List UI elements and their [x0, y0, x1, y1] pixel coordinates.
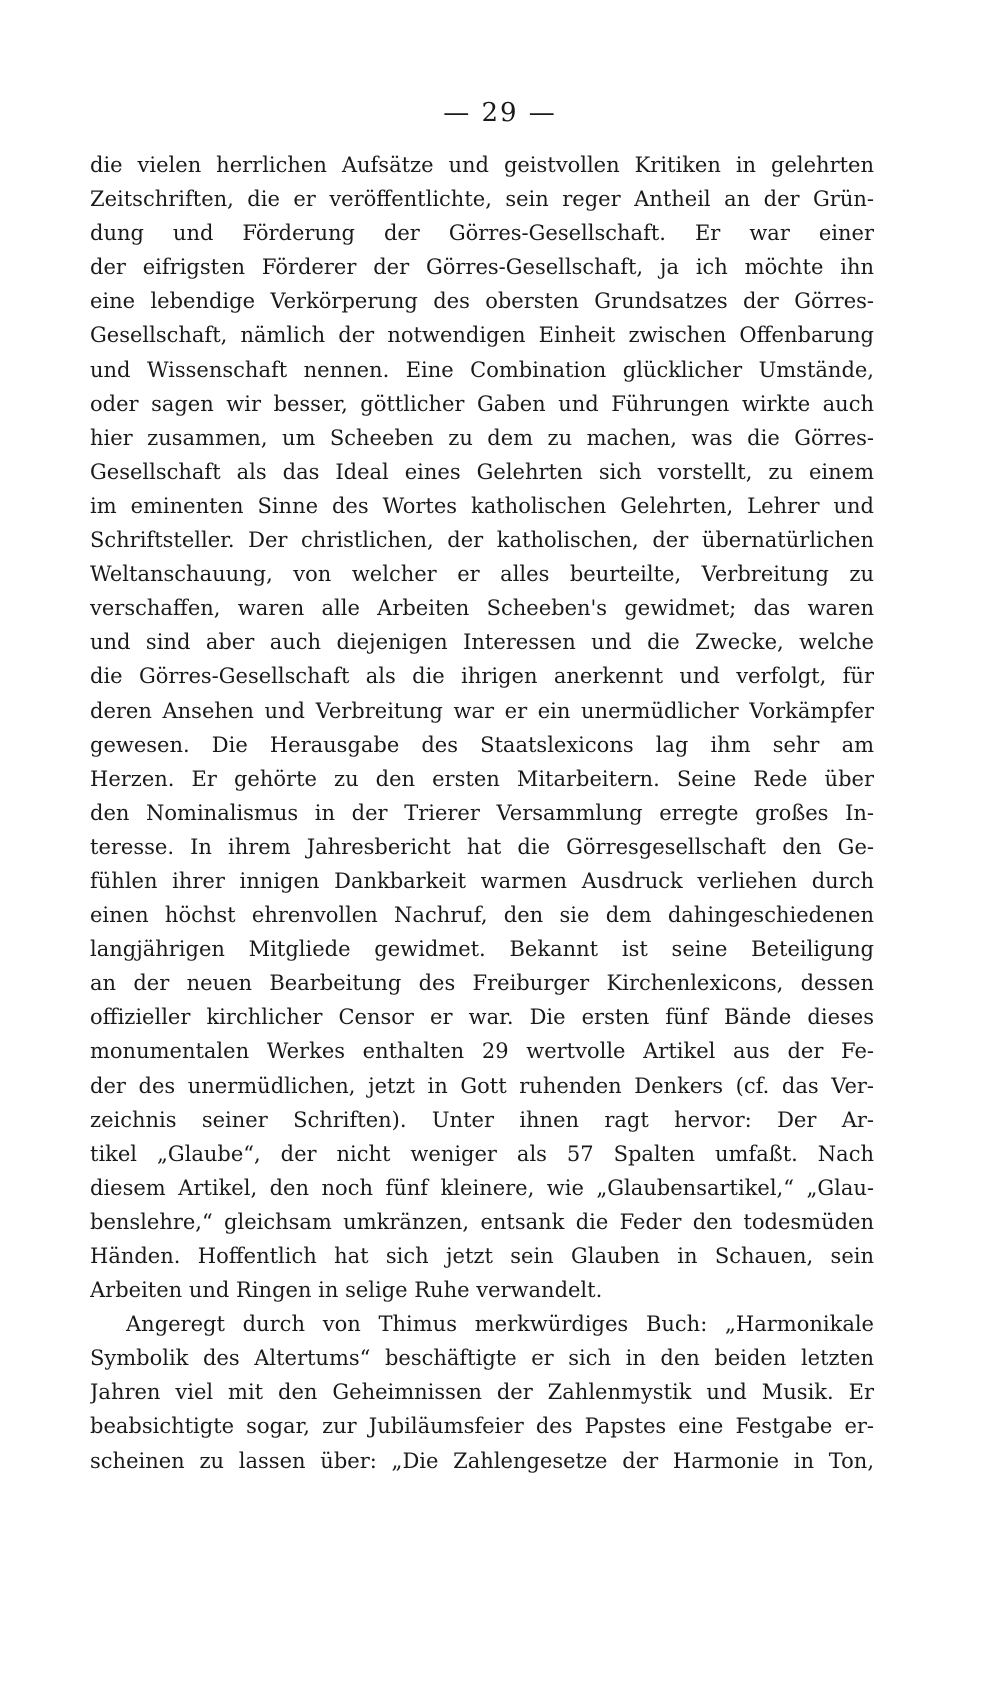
- text-line: der eifrigsten Förderer der Görres-Gesellschaft, ja ich möchte ihn: [90, 255, 874, 280]
- text-line: langjährigen Mitgliede gewidmet. Bekannt ist seine Beteiligung: [90, 937, 874, 962]
- text-line: teresse. In ihrem Jahresbericht hat die Görresgesellschaft den Ge-: [90, 834, 874, 859]
- paragraph-start-line: Angeregt durch von Thimus merkwürdiges Buch: „Harmonikale: [126, 1312, 874, 1337]
- text-line: und Wissenschaft nennen. Eine Combination glücklicher Umstände,: [90, 357, 874, 382]
- text-line: diesem Artikel, den noch fünf kleinere, wie „Glaubensartikel,“ „Glau-: [90, 1175, 874, 1200]
- text-line: monumentalen Werkes enthalten 29 wertvolle Artikel aus der Fe-: [90, 1039, 874, 1064]
- text-line: scheinen zu lassen über: „Die Zahlengesetze der Harmonie in Ton,: [90, 1448, 874, 1473]
- text-line: offizieller kirchlicher Censor er war. Die ersten fünf Bände dieses: [90, 1005, 874, 1030]
- body-text: [90, 148, 874, 1478]
- text-line: hier zusammen, um Scheeben zu dem zu machen, was die Görres-: [90, 425, 874, 450]
- text-line: fühlen ihrer innigen Dankbarkeit warmen Ausdruck verliehen durch: [90, 868, 874, 893]
- text-line: der des unermüdlichen, jetzt in Gott ruhenden Denkers (cf. das Ver-: [90, 1073, 874, 1098]
- text-line: Jahren viel mit den Geheimnissen der Zahlenmystik und Musik. Er: [90, 1380, 874, 1405]
- text-line: die vielen herrlichen Aufsätze und geistvollen Kritiken in gelehrten: [90, 153, 874, 177]
- text-line: die Görres-Gesellschaft als die ihrigen anerkennt und verfolgt, für: [90, 664, 874, 689]
- text-line: oder sagen wir besser, göttlicher Gaben und Führungen wirkte auch: [90, 391, 874, 416]
- text-line: eine lebendige Verkörperung des obersten Grundsatzes der Görres-: [90, 289, 874, 314]
- text-line: an der neuen Bearbeitung des Freiburger Kirchenlexicons, dessen: [90, 971, 874, 996]
- text-line: Herzen. Er gehörte zu den ersten Mitarbeitern. Seine Rede über: [90, 766, 874, 791]
- text-line: einen höchst ehrenvollen Nachruf, den sie dem dahingeschiedenen: [90, 903, 874, 928]
- text-line: Händen. Hoffentlich hat sich jetzt sein Glauben in Schauen, sein: [90, 1244, 874, 1268]
- text-line: Symbolik des Altertums“ beschäftigte er sich in den beiden letzten: [90, 1346, 874, 1371]
- text-line: Zeitschriften, die er veröffentlichte, sein reger Antheil an der Grün-: [90, 187, 874, 212]
- text-line: tikel „Glaube“, der nicht weniger als 57 Spalten umfaßt. Nach: [90, 1141, 874, 1166]
- text-line: deren Ansehen und Verbreitung war er ein unermüdlicher Vorkämpfer: [90, 698, 874, 723]
- text-line: den Nominalismus in der Trierer Versammlung erregte großes In-: [90, 800, 874, 825]
- text-line: und sind aber auch diejenigen Interessen und die Zwecke, welche: [90, 630, 874, 655]
- page-number: — 29 —: [443, 98, 557, 128]
- text-line: dung und Förderung der Görres-Gesellschaft. Er war einer: [90, 221, 874, 246]
- text-line: Weltanschauung, von welcher er alles beurteilte, Verbreitung zu: [90, 562, 874, 587]
- text-line: Gesellschaft als das Ideal eines Gelehrten sich vorstellt, zu einem: [90, 459, 874, 484]
- text-line: im eminenten Sinne des Wortes katholischen Gelehrten, Lehrer und: [90, 493, 874, 518]
- text-line: Gesellschaft, nämlich der notwendigen Einheit zwischen Offenbarung: [90, 323, 874, 348]
- paragraph-end-line: Arbeiten und Ringen in selige Ruhe verwandelt.: [90, 1278, 603, 1303]
- text-line: zeichnis seiner Schriften). Unter ihnen ragt hervor: Der Ar-: [90, 1107, 874, 1132]
- text-line: gewesen. Die Herausgabe des Staatslexicons lag ihm sehr am: [90, 732, 874, 757]
- text-line: beabsichtigte sogar, zur Jubiläumsfeier des Papstes eine Festgabe er-: [90, 1414, 874, 1439]
- text-line: Schriftsteller. Der christlichen, der katholischen, der übernatürlichen: [90, 528, 874, 553]
- text-line: verschaffen, waren alle Arbeiten Scheeben's gewidmet; das waren: [90, 596, 874, 621]
- text-line: benslehre,“ gleichsam umkränzen, entsank die Feder den todesmüden: [90, 1209, 874, 1234]
